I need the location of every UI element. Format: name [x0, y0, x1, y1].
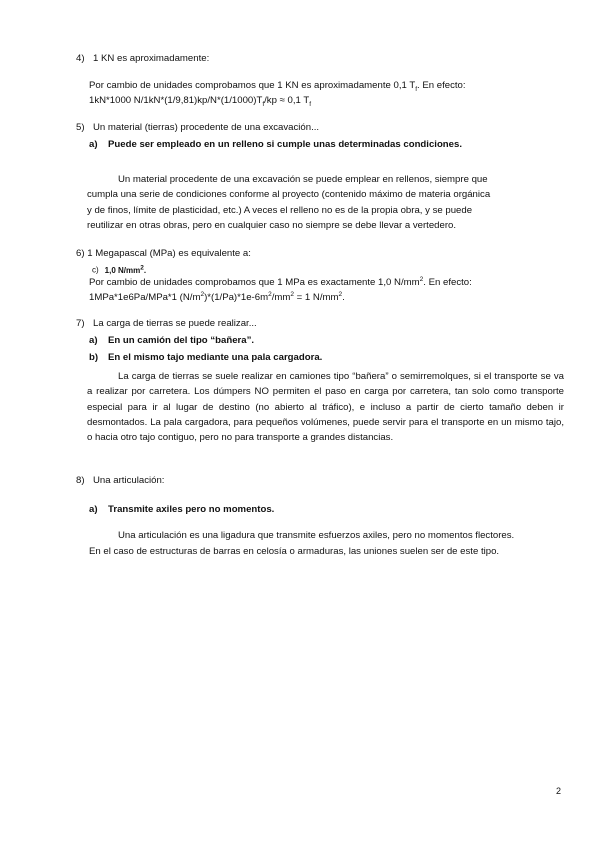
q7-answer-a: a) En un camión del tipo “bañera”.: [89, 335, 255, 346]
q6-explanation-line-1: Por cambio de unidades comprobamos que 1 MPa es exactamente 1,0 $N/mm^2$. En efecto:: [89, 276, 472, 289]
question-number: 8): [76, 475, 85, 486]
paragraph-line: cumpla una serie de condiciones conforme al proyecto (contenido máximo de materia orgánica: [87, 189, 491, 201]
paragraph-line: reutilizar en otras obras, pero en cualquier caso no siempre se debe llevar a vertedero.: [87, 219, 457, 231]
q6-answer: c) 1,0 $N/mm^2$.: [92, 264, 147, 275]
paragraph-line: Un material procedente de una excavación se puede emplear en rellenos, siempre que: [118, 174, 488, 185]
question-text: La carga de tierras se puede realizar...: [93, 318, 257, 329]
question-4: [76, 53, 209, 64]
q8-explanation-line-2: En el caso de estructuras de barras en celosía o armaduras, las uniones suelen ser de este tipo.: [89, 546, 500, 557]
page-number: 2: [556, 786, 562, 796]
question-text: 1 KN es aproximadamente:: [93, 53, 210, 64]
question-text: Un material (tierras) procedente de una excavación...: [93, 122, 320, 133]
q8-explanation-line-1: Una articulación es una ligadura que transmite esfuerzos axiles, pero no momentos flectores.: [118, 530, 515, 541]
q4-explanation-line-2: 1kN*1000 $N/1kN*(1/9,81)kp/N*(1/1000)T_f/kp \approx 0,1$ $T_f$: [89, 95, 312, 108]
q4-explanation-line-1: Por cambio de unidades comprobamos que 1 KN es aproximadamente 0,1 $T_f$. En efecto:: [89, 80, 466, 93]
question-number: 7): [76, 318, 85, 329]
paragraph-line: y de finos, límite de plasticidad, etc.) A veces el relleno no es de la propia obra, y se puede: [87, 204, 473, 216]
question-number: 4): [76, 53, 85, 64]
question-number: 5): [76, 122, 85, 133]
q8-answer: a) Transmite axiles pero no momentos.: [89, 504, 275, 515]
q5-explanation: [87, 174, 490, 235]
q6-explanation-line-2: 1MPa*1e6Pa/MPa*1 $(N/m^2)*(1/Pa)*1e-6m^2/mm^2 = 1$ $N/mm^2$.: [89, 291, 345, 304]
q5-answer: a) Puede ser empleado en un relleno si cumple unas determinadas condiciones.: [89, 139, 463, 150]
q7-explanation: La carga de tierras se suele realizar en camiones tipo “bañera” o semirremolques, si el transporte se va a realizar por carretera. Los dúmpers NO permiten el paso en carga por carretera, tan solo como transporte especial para ir al lugar de destino (no abierto al tráfico), e incluso a partir de cierto tamaño deben ir desmontados. La pala cargadora, para pequeños volúmenes, puede servir para el transporte en un mismo tajo, o hacia otro tajo contiguo, pero no para transporte a grandes distancias.: [87, 371, 564, 444]
question-8: [76, 475, 164, 486]
question-text: Una articulación:: [93, 475, 165, 486]
question-6: 6) 1 Megapascal (MPa) es equivalente a:: [76, 248, 251, 259]
question-7: [76, 318, 257, 329]
question-5: [76, 122, 319, 133]
q7-answer-b: b) En el mismo tajo mediante una pala cargadora.: [89, 352, 323, 363]
